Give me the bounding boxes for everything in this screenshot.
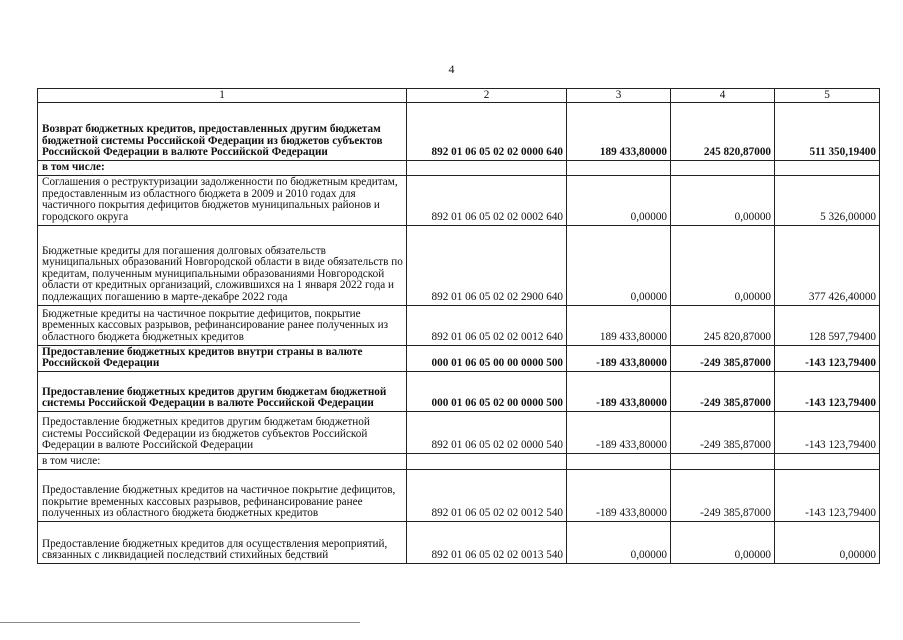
value-cell-3: [567, 161, 671, 176]
row-name-cell: Соглашения о реструктуризации задолженности по бюджетным кредитам, предоставленным из областного бюджета в 2009 и 2010 годах для частичного покрытия дефицитов бюджетов муниципальных районов и городского округа: [38, 175, 407, 225]
value-cell-5: -143 123,79400: [775, 411, 880, 453]
value-cell-4: -249 385,87000: [671, 411, 775, 453]
value-cell-3: 0,00000: [567, 225, 671, 305]
column-header: 2: [407, 89, 567, 103]
value-cell-4: [671, 453, 775, 469]
value-cell-3: -189 433,80000: [567, 371, 671, 411]
value-cell-3: 189 433,80000: [567, 305, 671, 345]
value-cell-3: 0,00000: [567, 175, 671, 225]
page-number: 4: [448, 62, 455, 76]
row-name-cell: Предоставление бюджетных кредитов на частичное покрытие дефицитов, покрытие временных кассовых разрывов, рефинансирование ранее полученных из областного бюджета бюджетных кредитов: [38, 469, 407, 521]
value-cell-5: 5 326,00000: [775, 175, 880, 225]
column-header: 5: [775, 89, 880, 103]
table-row: [38, 469, 880, 521]
value-cell-5: -143 123,79400: [775, 469, 880, 521]
value-cell-5: [775, 161, 880, 176]
value-cell-3: -189 433,80000: [567, 469, 671, 521]
budget-code-cell: 000 01 06 05 00 00 0000 500: [407, 345, 567, 371]
value-cell-5: [775, 453, 880, 469]
budget-code-cell: 892 01 06 05 02 02 0000 640: [407, 103, 567, 161]
value-cell-4: 0,00000: [671, 175, 775, 225]
value-cell-5: 377 426,40000: [775, 225, 880, 305]
table-row: [38, 371, 880, 411]
value-cell-3: 189 433,80000: [567, 103, 671, 161]
value-cell-5: 511 350,19400: [775, 103, 880, 161]
row-name-cell: Возврат бюджетных кредитов, предоставленных другим бюджетам бюджетной системы Российской Федерации из бюджетов субъектов Российской Федерации в валюте Российской Федерации: [38, 103, 407, 161]
value-cell-5: -143 123,79400: [775, 345, 880, 371]
table-row: [38, 411, 880, 453]
value-cell-4: -249 385,87000: [671, 345, 775, 371]
value-cell-4: -249 385,87000: [671, 371, 775, 411]
budget-table: [37, 88, 880, 564]
table-row: [38, 161, 880, 176]
value-cell-5: 128 597,79400: [775, 305, 880, 345]
value-cell-4: 245 820,87000: [671, 305, 775, 345]
budget-code-cell: 892 01 06 05 02 02 0002 640: [407, 175, 567, 225]
value-cell-3: -189 433,80000: [567, 411, 671, 453]
row-name-cell: Бюджетные кредиты для погашения долговых обязательств муниципальных образований Новгородской области в виде обязательств по кредитам, полученным муниципальными образованиями Новгородской области от кредитных организаций, сложившихся на 1 января 2022 года и подлежащих погашению в марте-декабре 2022 года: [38, 225, 407, 305]
table-row: [38, 345, 880, 371]
column-header: 4: [671, 89, 775, 103]
value-cell-5: 0,00000: [775, 521, 880, 563]
value-cell-5: -143 123,79400: [775, 371, 880, 411]
table-body: [38, 103, 880, 564]
column-header: 1: [38, 89, 407, 103]
table-row: [38, 521, 880, 563]
value-cell-4: 0,00000: [671, 521, 775, 563]
table-header-row: [38, 89, 880, 103]
table-row: [38, 103, 880, 161]
row-name-cell: в том числе:: [38, 453, 407, 469]
value-cell-4: [671, 161, 775, 176]
value-cell-4: 0,00000: [671, 225, 775, 305]
table-row: [38, 453, 880, 469]
value-cell-4: -249 385,87000: [671, 469, 775, 521]
table-row: [38, 175, 880, 225]
budget-code-cell: 892 01 06 05 02 02 0013 540: [407, 521, 567, 563]
value-cell-3: -189 433,80000: [567, 345, 671, 371]
budget-code-cell: 892 01 06 05 02 02 0000 540: [407, 411, 567, 453]
value-cell-3: 0,00000: [567, 521, 671, 563]
footer-divider: [0, 622, 360, 623]
budget-code-cell: [407, 161, 567, 176]
budget-code-cell: 892 01 06 05 02 02 0012 540: [407, 469, 567, 521]
row-name-cell: Предоставление бюджетных кредитов другим бюджетам бюджетной системы Российской Федерации в валюте Российской Федерации: [38, 371, 407, 411]
budget-code-cell: 000 01 06 05 02 00 0000 500: [407, 371, 567, 411]
budget-code-cell: 892 01 06 05 02 02 2900 640: [407, 225, 567, 305]
row-name-cell: Бюджетные кредиты на частичное покрытие дефицитов, покрытие временных кассовых разрывов, рефинансирование ранее полученных из областного бюджета бюджетных кредитов: [38, 305, 407, 345]
row-name-cell: Предоставление бюджетных кредитов внутри страны в валюте Российской Федерации: [38, 345, 407, 371]
value-cell-3: [567, 453, 671, 469]
row-name-cell: в том числе:: [38, 161, 407, 176]
budget-code-cell: [407, 453, 567, 469]
table-row: [38, 305, 880, 345]
row-name-cell: Предоставление бюджетных кредитов другим бюджетам бюджетной системы Российской Федерации из бюджетов субъектов Российской Федерации в валюте Российской Федерации: [38, 411, 407, 453]
column-header: 3: [567, 89, 671, 103]
value-cell-4: 245 820,87000: [671, 103, 775, 161]
table-row: [38, 225, 880, 305]
row-name-cell: Предоставление бюджетных кредитов для осуществления мероприятий, связанных с ликвидацией последствий стихийных бедствий: [38, 521, 407, 563]
budget-code-cell: 892 01 06 05 02 02 0012 640: [407, 305, 567, 345]
